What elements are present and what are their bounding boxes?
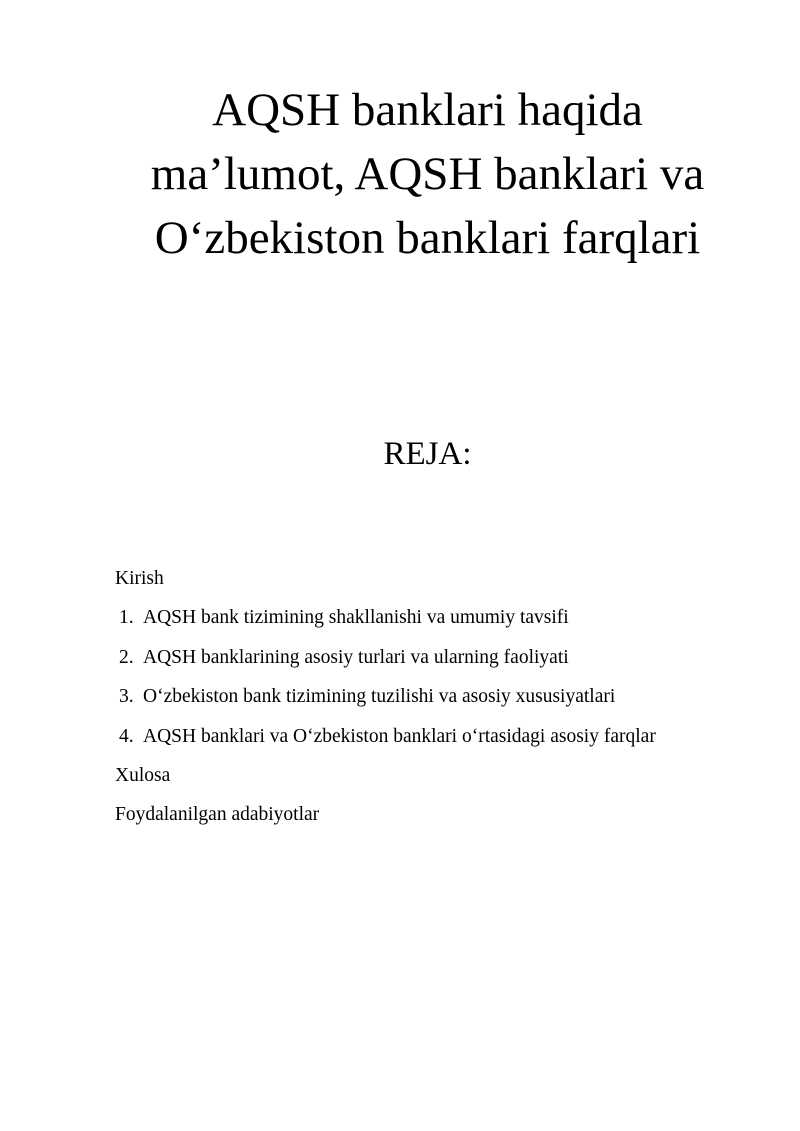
plan-heading: REJA: (383, 436, 472, 472)
plan-references: Foydalanilgan adabiyotlar (115, 804, 320, 826)
plan-item-number: 1. (119, 607, 134, 629)
title-line: O‘zbekiston banklari farqlari (154, 212, 701, 264)
title-line: ma’lumot, AQSH banklari va (150, 148, 705, 200)
plan-item-number: 2. (119, 646, 134, 668)
plan-item (115, 724, 755, 763)
plan-item-number: 3. (119, 686, 134, 708)
plan-item (115, 684, 755, 723)
plan-item-text: AQSH bank tizimining shakllanishi va umumiy tavsifi (143, 607, 569, 629)
plan-item (115, 605, 755, 644)
title-line: AQSH banklari haqida (212, 84, 643, 136)
plan-intro: Kirish (115, 568, 164, 589)
document-title (120, 78, 735, 270)
plan-item-number: 4. (119, 725, 134, 747)
plan-item-text: O‘zbekiston bank tizimining tuzilishi va asosiy xususiyatlari (143, 686, 616, 708)
plan-list (115, 566, 755, 842)
plan-conclusion: Xulosa (115, 764, 171, 786)
plan-item (115, 645, 755, 684)
plan-item-text: AQSH banklarining asosiy turlari va ularning faoliyati (143, 646, 569, 668)
plan-item-text: AQSH banklari va O‘zbekiston banklari o‘rtasidagi asosiy farqlar (143, 725, 656, 747)
